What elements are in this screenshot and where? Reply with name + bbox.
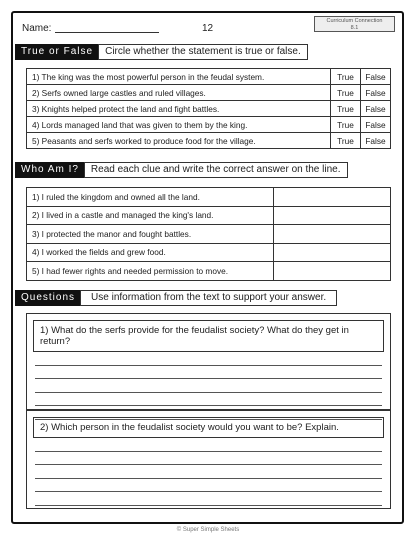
statement-text: 3) Knights helped protect the land and fight battles.: [27, 101, 331, 117]
true-option[interactable]: True: [331, 85, 361, 101]
curriculum-connection-box: [314, 16, 395, 32]
answer-line[interactable]: [35, 393, 382, 407]
answer-line[interactable]: [35, 479, 382, 493]
true-false-row: [27, 85, 391, 101]
answer-cell[interactable]: [274, 243, 391, 262]
true-option[interactable]: True: [331, 101, 361, 117]
clue-text: 3) I protected the manor and fought battles.: [27, 225, 274, 244]
false-option[interactable]: False: [361, 69, 391, 85]
answer-line[interactable]: [35, 452, 382, 466]
statement-text: 2) Serfs owned large castles and ruled villages.: [27, 85, 331, 101]
answer-cell[interactable]: [274, 188, 391, 207]
question-2-answer-lines[interactable]: [35, 438, 382, 506]
questions-instruction: Use information from the text to support your answer.: [80, 290, 337, 306]
question-1-text: 1) What do the serfs provide for the feudalist society? What do they get in return?: [33, 320, 384, 352]
statement-text: 1) The king was the most powerful person in the feudal system.: [27, 69, 331, 85]
answer-line[interactable]: [35, 352, 382, 366]
answer-line[interactable]: [35, 366, 382, 380]
question-2-box: [26, 410, 391, 509]
name-label: Name:: [22, 23, 52, 34]
answer-line[interactable]: [35, 379, 382, 393]
questions-header: [15, 290, 337, 306]
answer-cell[interactable]: [274, 206, 391, 225]
true-false-row: [27, 101, 391, 117]
false-option[interactable]: False: [361, 101, 391, 117]
clue-text: 1) I ruled the kingdom and owned all the land.: [27, 188, 274, 207]
who-am-i-row: [27, 225, 391, 244]
true-option[interactable]: True: [331, 69, 361, 85]
who-am-i-row: [27, 243, 391, 262]
name-line[interactable]: [55, 32, 159, 33]
false-option[interactable]: False: [361, 117, 391, 133]
statement-text: 4) Lords managed land that was given to them by the king.: [27, 117, 331, 133]
question-2-text: 2) Which person in the feudalist society would you want to be? Explain.: [33, 417, 384, 438]
true-false-row: [27, 133, 391, 149]
who-am-i-row: [27, 188, 391, 207]
answer-cell[interactable]: [274, 225, 391, 244]
questions-tag: Questions: [15, 290, 81, 306]
answer-line[interactable]: [35, 492, 382, 506]
statement-text: 5) Peasants and serfs worked to produce food for the village.: [27, 133, 331, 149]
true-false-header: [15, 44, 308, 60]
true-false-instruction: Circle whether the statement is true or false.: [98, 44, 308, 60]
name-field[interactable]: [22, 23, 159, 34]
true-false-row: [27, 69, 391, 85]
page-number: 12: [202, 23, 214, 34]
true-option[interactable]: True: [331, 117, 361, 133]
who-am-i-instruction: Read each clue and write the correct answer on the line.: [84, 162, 348, 178]
true-option[interactable]: True: [331, 133, 361, 149]
false-option[interactable]: False: [361, 133, 391, 149]
answer-line[interactable]: [35, 438, 382, 452]
answer-cell[interactable]: [274, 262, 391, 281]
clue-text: 4) I worked the fields and grew food.: [27, 243, 274, 262]
clue-text: 2) I lived in a castle and managed the king's land.: [27, 206, 274, 225]
who-am-i-table: [26, 187, 391, 280]
true-false-row: [27, 117, 391, 133]
true-false-tag: True or False: [15, 44, 99, 60]
copyright-footer: © Super Simple Sheets: [176, 527, 240, 533]
question-1-box: [26, 313, 391, 410]
who-am-i-tag: Who Am I?: [15, 162, 85, 178]
who-am-i-header: [15, 162, 348, 178]
false-option[interactable]: False: [361, 85, 391, 101]
who-am-i-row: [27, 262, 391, 281]
clue-text: 5) I had fewer rights and needed permission to move.: [27, 262, 274, 281]
true-false-table: [26, 68, 391, 152]
answer-line[interactable]: [35, 465, 382, 479]
curriculum-title: Curriculum Connection: [326, 18, 383, 24]
curriculum-code: 8.1: [350, 25, 359, 31]
who-am-i-row: [27, 206, 391, 225]
